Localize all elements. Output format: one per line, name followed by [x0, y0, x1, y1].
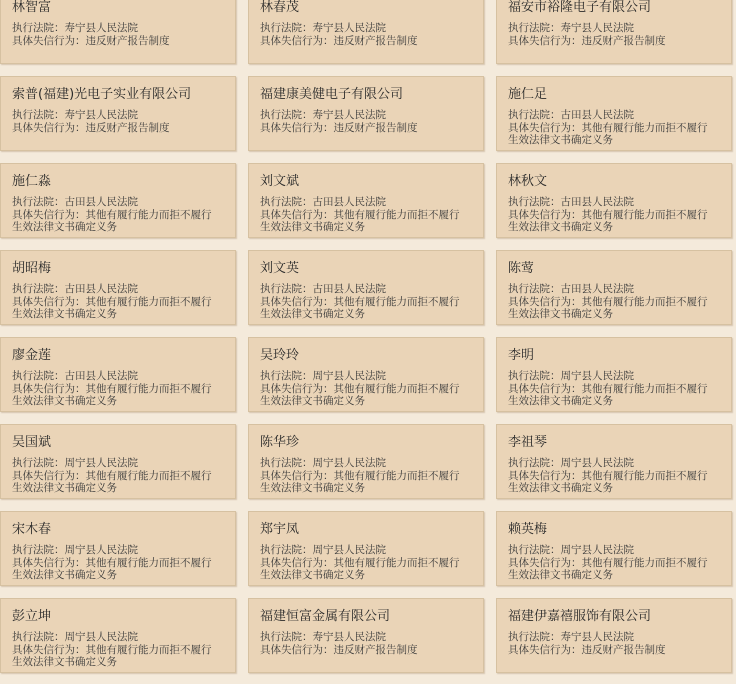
- behavior-value: 违反财产报告制度: [333, 121, 418, 134]
- card-court-line: [508, 22, 721, 35]
- court-label: 执行法院：: [260, 22, 313, 34]
- behavior-value: 其他有履行能力而拒不履行生效法律文书确定义务: [508, 469, 708, 494]
- dishonest-record-card[interactable]: [0, 250, 236, 325]
- court-value: 古田县人民法院: [312, 196, 386, 208]
- card-behavior-line: [12, 557, 225, 582]
- dishonest-record-card[interactable]: [0, 0, 236, 64]
- card-court-line: [508, 457, 721, 470]
- behavior-label: 具体失信行为：: [260, 34, 334, 47]
- card-behavior-line: [508, 209, 721, 234]
- court-value: 周宁县人民法院: [64, 544, 138, 556]
- behavior-value: 其他有履行能力而拒不履行生效法律文书确定义务: [12, 295, 212, 320]
- dishonest-record-card[interactable]: [0, 76, 236, 151]
- card-name[interactable]: 吴国斌: [12, 435, 52, 450]
- dishonest-record-card[interactable]: [248, 337, 484, 412]
- dishonest-record-card[interactable]: [248, 76, 484, 151]
- card-court-line: [260, 544, 473, 557]
- court-label: 执行法院：: [508, 631, 561, 643]
- card-behavior-line: [260, 122, 473, 135]
- card-behavior-line: [12, 122, 225, 135]
- card-name[interactable]: 索普(福建)光电子实业有限公司: [12, 87, 192, 102]
- behavior-value: 其他有履行能力而拒不履行生效法律文书确定义务: [260, 295, 460, 320]
- card-name[interactable]: 福建伊嘉禧服饰有限公司: [508, 609, 652, 624]
- court-label: 执行法院：: [12, 196, 65, 208]
- dishonest-record-card[interactable]: [496, 250, 732, 325]
- card-behavior-line: [260, 383, 473, 408]
- card-court-line: [260, 457, 473, 470]
- card-court-line: [12, 283, 225, 296]
- card-name[interactable]: 林智富: [12, 0, 52, 15]
- behavior-label: 具体失信行为：: [260, 295, 334, 308]
- card-behavior-line: [12, 296, 225, 321]
- card-name[interactable]: 彭立坤: [12, 609, 52, 624]
- behavior-value: 其他有履行能力而拒不履行生效法律文书确定义务: [508, 121, 708, 146]
- behavior-value: 违反财产报告制度: [85, 121, 170, 134]
- card-name[interactable]: 郑宇凤: [260, 522, 300, 537]
- card-court-line: [12, 631, 225, 644]
- behavior-value: 违反财产报告制度: [85, 34, 170, 47]
- behavior-value: 其他有履行能力而拒不履行生效法律文书确定义务: [508, 382, 708, 407]
- court-value: 寿宁县人民法院: [312, 22, 386, 34]
- dishonest-record-card[interactable]: [248, 163, 484, 238]
- card-court-line: [508, 370, 721, 383]
- dishonest-record-card[interactable]: [0, 424, 236, 499]
- card-name[interactable]: 赖英梅: [508, 522, 548, 537]
- court-value: 寿宁县人民法院: [312, 631, 386, 643]
- card-name[interactable]: 陈莺: [508, 261, 535, 276]
- behavior-value: 其他有履行能力而拒不履行生效法律文书确定义务: [12, 556, 212, 581]
- behavior-label: 具体失信行为：: [260, 469, 334, 482]
- court-value: 古田县人民法院: [64, 370, 138, 382]
- behavior-label: 具体失信行为：: [260, 643, 334, 656]
- card-name[interactable]: 施仁淼: [12, 174, 52, 189]
- behavior-label: 具体失信行为：: [12, 295, 86, 308]
- court-value: 周宁县人民法院: [312, 544, 386, 556]
- court-value: 寿宁县人民法院: [64, 109, 138, 121]
- court-value: 周宁县人民法院: [64, 457, 138, 469]
- card-behavior-line: [508, 644, 721, 657]
- behavior-label: 具体失信行为：: [508, 382, 582, 395]
- court-value: 周宁县人民法院: [560, 370, 634, 382]
- behavior-value: 其他有履行能力而拒不履行生效法律文书确定义务: [260, 556, 460, 581]
- card-behavior-line: [508, 470, 721, 495]
- court-label: 执行法院：: [12, 109, 65, 121]
- card-behavior-line: [260, 557, 473, 582]
- court-label: 执行法院：: [12, 370, 65, 382]
- behavior-label: 具体失信行为：: [260, 121, 334, 134]
- behavior-label: 具体失信行为：: [508, 121, 582, 134]
- card-name[interactable]: 李祖琴: [508, 435, 548, 450]
- card-court-line: [508, 283, 721, 296]
- card-court-line: [508, 631, 721, 644]
- court-label: 执行法院：: [12, 283, 65, 295]
- card-name[interactable]: 林春茂: [260, 0, 300, 15]
- card-name[interactable]: 刘文斌: [260, 174, 300, 189]
- card-court-line: [12, 22, 225, 35]
- behavior-label: 具体失信行为：: [12, 121, 86, 134]
- court-label: 执行法院：: [508, 109, 561, 121]
- card-name[interactable]: 刘文英: [260, 261, 300, 276]
- behavior-label: 具体失信行为：: [260, 556, 334, 569]
- court-value: 周宁县人民法院: [64, 631, 138, 643]
- behavior-value: 违反财产报告制度: [333, 34, 418, 47]
- card-name[interactable]: 胡昭梅: [12, 261, 52, 276]
- card-behavior-line: [508, 557, 721, 582]
- card-name[interactable]: 福安市裕隆电子有限公司: [508, 0, 652, 15]
- card-behavior-line: [260, 35, 473, 48]
- card-behavior-line: [12, 35, 225, 48]
- card-behavior-line: [260, 644, 473, 657]
- behavior-value: 违反财产报告制度: [581, 34, 666, 47]
- card-court-line: [508, 196, 721, 209]
- court-label: 执行法院：: [508, 196, 561, 208]
- court-value: 寿宁县人民法院: [64, 22, 138, 34]
- court-label: 执行法院：: [12, 457, 65, 469]
- card-court-line: [12, 370, 225, 383]
- card-behavior-line: [260, 209, 473, 234]
- card-name[interactable]: 施仁足: [508, 87, 548, 102]
- court-value: 周宁县人民法院: [560, 457, 634, 469]
- dishonest-record-card[interactable]: [248, 511, 484, 586]
- card-court-line: [508, 544, 721, 557]
- court-label: 执行法院：: [260, 196, 313, 208]
- court-value: 周宁县人民法院: [560, 544, 634, 556]
- behavior-label: 具体失信行为：: [12, 208, 86, 221]
- court-label: 执行法院：: [12, 22, 65, 34]
- card-court-line: [260, 196, 473, 209]
- dishonest-record-card[interactable]: [248, 424, 484, 499]
- behavior-label: 具体失信行为：: [260, 208, 334, 221]
- card-court-line: [260, 109, 473, 122]
- court-label: 执行法院：: [508, 544, 561, 556]
- behavior-value: 违反财产报告制度: [581, 643, 666, 656]
- behavior-label: 具体失信行为：: [508, 34, 582, 47]
- behavior-label: 具体失信行为：: [12, 643, 86, 656]
- dishonest-record-card[interactable]: [496, 424, 732, 499]
- court-label: 执行法院：: [508, 22, 561, 34]
- dishonest-record-card[interactable]: [248, 598, 484, 673]
- behavior-value: 其他有履行能力而拒不履行生效法律文书确定义务: [260, 382, 460, 407]
- dishonest-record-card[interactable]: [248, 0, 484, 64]
- court-value: 寿宁县人民法院: [560, 22, 634, 34]
- behavior-label: 具体失信行为：: [508, 556, 582, 569]
- court-value: 周宁县人民法院: [312, 370, 386, 382]
- behavior-label: 具体失信行为：: [508, 208, 582, 221]
- card-behavior-line: [12, 383, 225, 408]
- court-label: 执行法院：: [260, 457, 313, 469]
- card-behavior-line: [508, 122, 721, 147]
- card-behavior-line: [260, 470, 473, 495]
- card-name[interactable]: 林秋文: [508, 174, 548, 189]
- behavior-value: 其他有履行能力而拒不履行生效法律文书确定义务: [508, 295, 708, 320]
- behavior-value: 其他有履行能力而拒不履行生效法律文书确定义务: [12, 208, 212, 233]
- card-name[interactable]: 廖金莲: [12, 348, 52, 363]
- behavior-value: 违反财产报告制度: [333, 643, 418, 656]
- court-label: 执行法院：: [508, 370, 561, 382]
- court-label: 执行法院：: [260, 109, 313, 121]
- card-name[interactable]: 福建恒富金属有限公司: [260, 609, 391, 624]
- behavior-label: 具体失信行为：: [12, 469, 86, 482]
- court-value: 古田县人民法院: [64, 283, 138, 295]
- behavior-value: 其他有履行能力而拒不履行生效法律文书确定义务: [508, 556, 708, 581]
- card-court-line: [260, 370, 473, 383]
- card-name[interactable]: 吴玲玲: [260, 348, 300, 363]
- card-court-line: [12, 457, 225, 470]
- card-court-line: [260, 631, 473, 644]
- card-behavior-line: [260, 296, 473, 321]
- card-behavior-line: [508, 35, 721, 48]
- card-behavior-line: [12, 644, 225, 669]
- court-label: 执行法院：: [508, 283, 561, 295]
- behavior-value: 其他有履行能力而拒不履行生效法律文书确定义务: [12, 382, 212, 407]
- behavior-label: 具体失信行为：: [508, 643, 582, 656]
- behavior-label: 具体失信行为：: [508, 469, 582, 482]
- behavior-value: 其他有履行能力而拒不履行生效法律文书确定义务: [12, 469, 212, 494]
- behavior-label: 具体失信行为：: [12, 34, 86, 47]
- court-value: 寿宁县人民法院: [560, 631, 634, 643]
- dishonest-record-card[interactable]: [496, 598, 732, 673]
- card-name[interactable]: 陈华珍: [260, 435, 300, 450]
- card-name[interactable]: 宋木春: [12, 522, 52, 537]
- card-court-line: [508, 109, 721, 122]
- court-value: 古田县人民法院: [560, 109, 634, 121]
- dishonest-record-card[interactable]: [496, 337, 732, 412]
- court-label: 执行法院：: [260, 544, 313, 556]
- card-court-line: [12, 196, 225, 209]
- card-court-line: [260, 283, 473, 296]
- behavior-label: 具体失信行为：: [12, 382, 86, 395]
- court-label: 执行法院：: [508, 457, 561, 469]
- dishonest-record-card[interactable]: [496, 163, 732, 238]
- court-label: 执行法院：: [260, 631, 313, 643]
- dishonest-record-card[interactable]: [0, 163, 236, 238]
- card-behavior-line: [12, 209, 225, 234]
- court-label: 执行法院：: [12, 544, 65, 556]
- court-value: 寿宁县人民法院: [312, 109, 386, 121]
- dishonest-record-card[interactable]: [496, 76, 732, 151]
- card-name[interactable]: 福建康美健电子有限公司: [260, 87, 404, 102]
- court-value: 古田县人民法院: [560, 196, 634, 208]
- behavior-value: 其他有履行能力而拒不履行生效法律文书确定义务: [260, 208, 460, 233]
- court-value: 古田县人民法院: [312, 283, 386, 295]
- behavior-value: 其他有履行能力而拒不履行生效法律文书确定义务: [508, 208, 708, 233]
- court-label: 执行法院：: [12, 631, 65, 643]
- behavior-label: 具体失信行为：: [508, 295, 582, 308]
- behavior-label: 具体失信行为：: [12, 556, 86, 569]
- behavior-value: 其他有履行能力而拒不履行生效法律文书确定义务: [260, 469, 460, 494]
- court-value: 古田县人民法院: [64, 196, 138, 208]
- card-behavior-line: [508, 296, 721, 321]
- card-court-line: [12, 544, 225, 557]
- behavior-label: 具体失信行为：: [260, 382, 334, 395]
- dishonest-record-card[interactable]: [0, 511, 236, 586]
- dishonest-record-card[interactable]: [0, 598, 236, 673]
- dishonest-record-card[interactable]: [496, 511, 732, 586]
- dishonest-record-card[interactable]: [248, 250, 484, 325]
- card-court-line: [260, 22, 473, 35]
- court-value: 古田县人民法院: [560, 283, 634, 295]
- dishonest-record-card[interactable]: [0, 337, 236, 412]
- court-value: 周宁县人民法院: [312, 457, 386, 469]
- card-court-line: [12, 109, 225, 122]
- behavior-value: 其他有履行能力而拒不履行生效法律文书确定义务: [12, 643, 212, 668]
- card-behavior-line: [12, 470, 225, 495]
- dishonest-record-card[interactable]: [496, 0, 732, 64]
- card-name[interactable]: 李明: [508, 348, 535, 363]
- court-label: 执行法院：: [260, 283, 313, 295]
- court-label: 执行法院：: [260, 370, 313, 382]
- card-behavior-line: [508, 383, 721, 408]
